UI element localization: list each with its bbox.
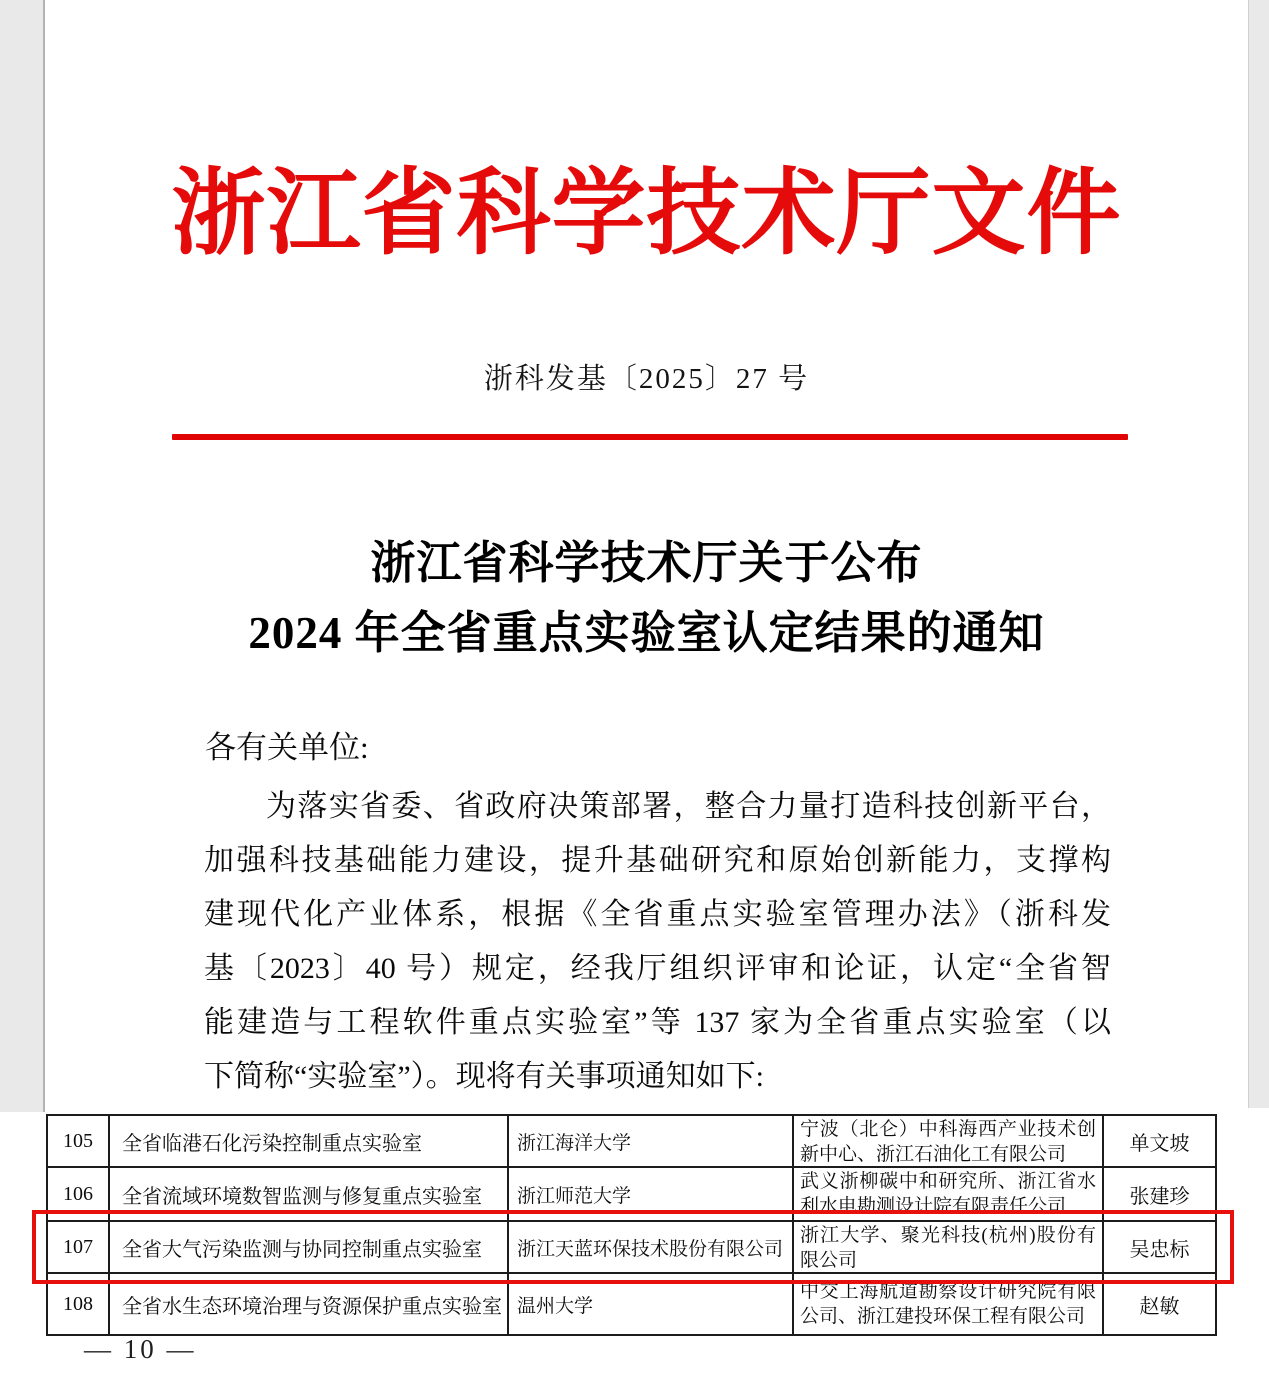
cell-director: 吴忠标 xyxy=(1129,1238,1190,1261)
cell-partners-text: 浙江大学、聚光科技(杭州)股份有限公司 xyxy=(800,1225,1096,1271)
cell-director: 单文坡 xyxy=(1129,1132,1190,1155)
body-line-2: 加强科技基础能力建设，提升基础研究和原始创新能力，支撑构 xyxy=(204,844,1111,877)
cell-director: 赵敏 xyxy=(1139,1295,1180,1318)
cell-partners xyxy=(794,1116,1104,1166)
cell-row-number: 105 xyxy=(48,1116,110,1166)
cell-institution: 浙江天蓝环保技术股份有限公司 xyxy=(509,1222,794,1272)
cell-row-number: 107 xyxy=(48,1222,110,1272)
cell-director: 张建珍 xyxy=(1129,1185,1190,1208)
cell-partners-text: 中交上海航道勘察设计研究院有限公司、浙江建投环保工程有限公司 xyxy=(800,1281,1096,1327)
body-line-1: 为落实省委、省政府决策部署，整合力量打造科技创新平台， xyxy=(266,790,1111,823)
cell-lab-name: 全省大气污染监测与协同控制重点实验室 xyxy=(110,1222,509,1272)
cell-partners-text: 武义浙柳碳中和研究所、浙江省水利水电勘测设计院有限责任公司 xyxy=(800,1171,1096,1217)
notice-title-line2: 2024 年全省重点实验室认定结果的通知 xyxy=(248,608,1045,658)
cell-lab-name: 全省水生态环境治理与资源保护重点实验室 xyxy=(110,1274,509,1334)
cell-lab-name: 全省流域环境数智监测与修复重点实验室 xyxy=(110,1168,509,1220)
left-page-margin xyxy=(0,0,45,1112)
right-page-margin xyxy=(1248,0,1269,1108)
cell-partners-text: 宁波（北仑）中科海西产业技术创新中心、浙江石油化工有限公司 xyxy=(800,1119,1096,1165)
salutation: 各有关单位: xyxy=(205,730,369,765)
cell-institution: 温州大学 xyxy=(509,1274,794,1334)
cell-lab-name: 全省临港石化污染控制重点实验室 xyxy=(110,1116,509,1166)
cell-institution: 浙江师范大学 xyxy=(509,1168,794,1220)
body-line-3: 建现代化产业体系，根据《全省重点实验室管理办法》（浙科发 xyxy=(204,898,1111,931)
red-divider-rule xyxy=(172,434,1128,440)
body-line-6: 下简称“实验室”）。现将有关事项通知如下: xyxy=(204,1060,764,1093)
document-number: 浙科发基〔2025〕27 号 xyxy=(483,363,810,395)
cell-institution: 浙江海洋大学 xyxy=(509,1116,794,1166)
body-line-4: 基〔2023〕40 号）规定，经我厅组织评审和论证，认定“全省智 xyxy=(204,952,1111,985)
cell-row-number: 108 xyxy=(48,1274,110,1334)
body-paragraph xyxy=(204,780,1111,1104)
highlight-box-row-107 xyxy=(32,1210,1234,1284)
page-number: — 10 — xyxy=(84,1334,197,1364)
notice-title-line1: 浙江省科学技术厅关于公布 xyxy=(370,538,923,588)
cell-row-number: 106 xyxy=(48,1168,110,1220)
table-row xyxy=(48,1116,1215,1168)
document-header-title: 浙江省科学技术厅文件 xyxy=(171,162,1122,266)
body-line-5: 能建造与工程软件重点实验室”等 137 家为全省重点实验室（以 xyxy=(204,1006,1111,1039)
